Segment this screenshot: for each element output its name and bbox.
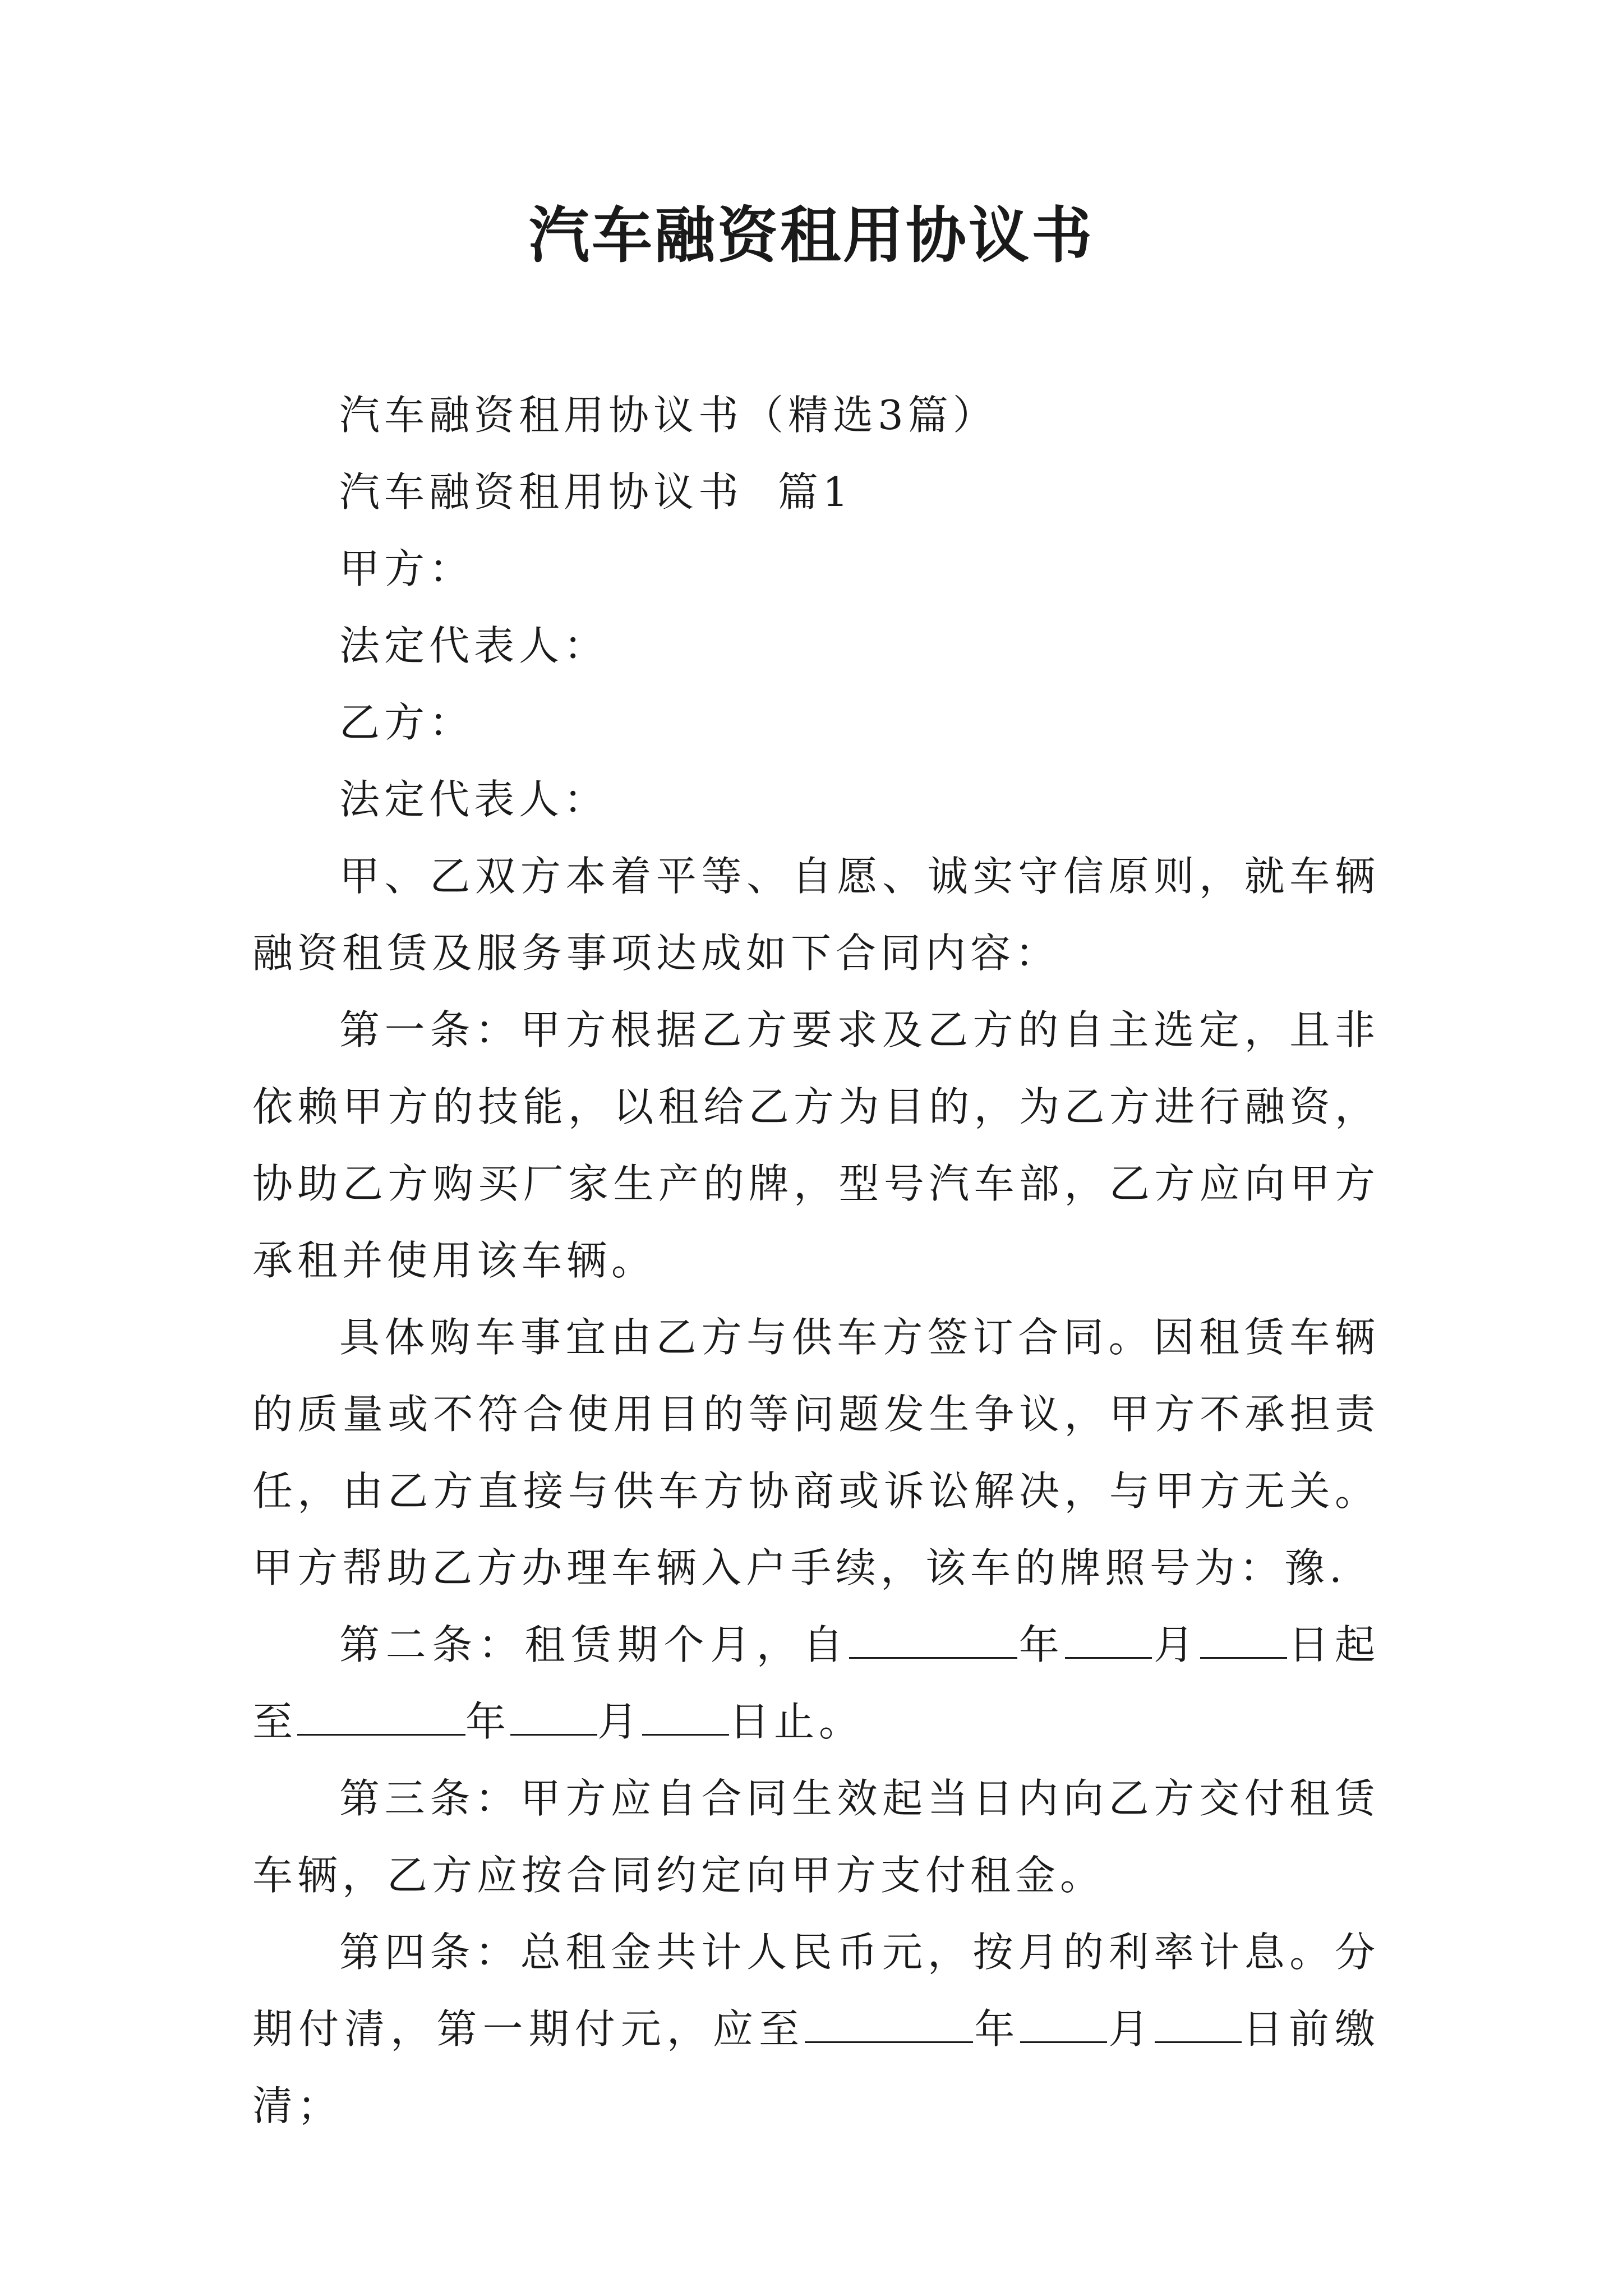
article-4-paragraph	[252, 1914, 1380, 2145]
article-2-text-4: 日起至	[252, 1621, 1380, 1745]
document-title: 汽车融资租用协议书	[528, 200, 1094, 271]
rep-a-line: 法定代表人：	[339, 622, 609, 669]
blank-month-end	[510, 1696, 597, 1736]
article-2-text-5: 年	[465, 1698, 511, 1745]
article-4-text-1: 第四条：总租金共计人民币元，按月的利率计息。分期付清，第一期付元，应至	[252, 1929, 1380, 2053]
article-2-paragraph	[252, 1607, 1380, 1760]
article-2-text-3: 月	[1152, 1621, 1200, 1668]
blank-month-start	[1065, 1619, 1152, 1659]
part-heading: 汽车融资租用协议书 篇1	[339, 468, 853, 516]
article-3-paragraph: 第三条：甲方应自合同生效起当日内向乙方交付租赁车辆，乙方应按合同约定向甲方支付租金。	[252, 1775, 1380, 1899]
rep-b-line: 法定代表人：	[339, 776, 609, 823]
blank-day-start	[1200, 1619, 1287, 1659]
purchase-paragraph: 具体购车事宜由乙方与供车方签订合同。因租赁车辆的质量或不符合使用目的等问题发生争议，甲方不承担责任，由乙方直接与供车方协商或诉讼解决，与甲方无关。甲方帮助乙方办理车辆入户手续，该车的牌照号为：豫.	[252, 1314, 1380, 1591]
article-1-paragraph: 第一条：甲方根据乙方要求及乙方的自主选定，且非依赖甲方的技能，以租给乙方为目的，为乙方进行融资，协助乙方购买厂家生产的牌，型号汽车部，乙方应向甲方承租并使用该车辆。	[252, 1006, 1380, 1284]
article-4-text-2: 年	[973, 2005, 1021, 2053]
article-4-text-4: 日前缴清；	[252, 2005, 1380, 2129]
article-2-text-2: 年	[1017, 1621, 1066, 1668]
blank-day-payment	[1155, 2003, 1242, 2043]
party-b-line: 乙方：	[339, 699, 474, 746]
preamble-paragraph: 甲、乙双方本着平等、自愿、诚实守信原则，就车辆融资租赁及服务事项达成如下合同内容：	[252, 853, 1380, 977]
article-4-text-3: 月	[1107, 2005, 1155, 2053]
blank-year-start	[849, 1619, 1017, 1659]
blank-year-end	[297, 1696, 465, 1736]
article-2-text-1: 第二条：租赁期个月，自	[339, 1621, 850, 1668]
blank-day-end	[642, 1696, 729, 1736]
blank-year-payment	[805, 2003, 973, 2043]
blank-month-payment	[1020, 2003, 1107, 2043]
article-2-text-7: 日止。	[729, 1698, 864, 1745]
subtitle: 汽车融资租用协议书（精选3篇）	[339, 392, 998, 439]
article-2-text-6: 月	[597, 1698, 643, 1745]
document-body	[252, 377, 1380, 2145]
party-a-line: 甲方：	[339, 545, 474, 592]
